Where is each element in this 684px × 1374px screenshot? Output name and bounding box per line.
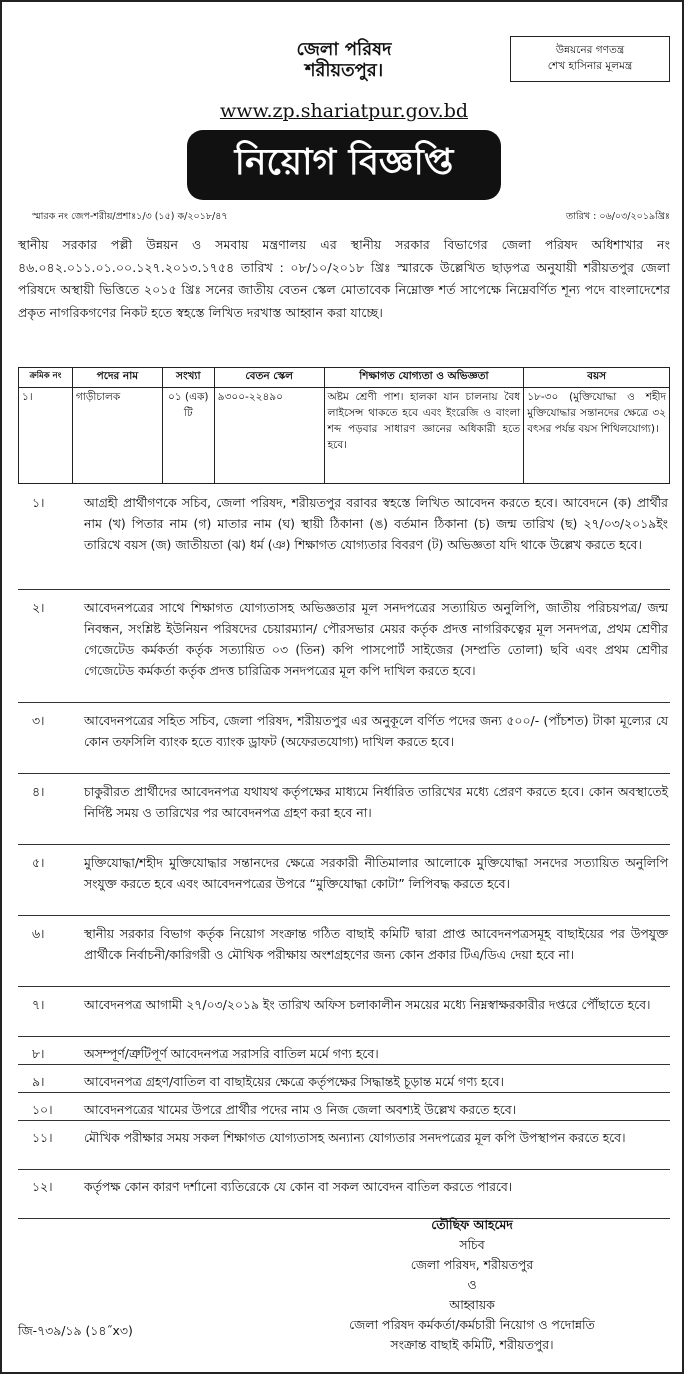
condition-text: আবেদনপত্রের খামের উপরে প্রার্থীর পদের নাম ও নিজ জেলা অবশ্যই উল্লেখ করতে হবে। <box>84 1102 517 1117</box>
table-header: পদের নাম <box>72 368 162 388</box>
condition-text: আবেদনপত্র আগামী ২৭/০৩/২০১৯ ইং তারিখ অফিস চলাকালীন সময়ের মধ্যে নিম্নস্বাক্ষরকারীর দপ্তরে পৌঁছাতে হবে। <box>84 997 651 1012</box>
header-office <box>202 40 486 81</box>
condition-text: আগ্রহী প্রার্থীগণকে সচিব, জেলা পরিষদ, শরীয়তপুর বরাবর স্বহস্তে লিখিত আবেদন করতে হবে। আবেদনে (ক) প্রার্থীর নাম (খ) পিতার নাম (গ) মাতার নাম (ঘ) স্থায়ী ঠিকানা (ঙ) বর্তমান ঠিকানা (চ) জন্ম তারিখ (ছ) ২৭/০৩/২০১৯ইং তারিখে বয়স (জ) জাতীয়তা (ঝ) ধর্ম (ঞ) শিক্ষাগত যোগ্যতার বিবরণ (ট) অভিজ্ঞতা যদি থাকে উল্লেখ করতে হবে। <box>84 495 668 552</box>
memo-number: স্মারক নং জেপ-শরীয়/প্রশাঃ১/৩ (১৫) ক/২০১৮/৪৭ <box>32 211 228 222</box>
memo-date: তারিখ : ০৬/০৩/২০১৯খ্রিঃ <box>566 211 670 222</box>
signatory-name: তৌছিফ আহমেদ <box>431 1217 513 1232</box>
table-header: সংখ্যা <box>162 368 214 388</box>
notice-title <box>187 130 501 200</box>
list-item <box>18 781 670 845</box>
condition-text: স্থানীয় সরকার বিভাগ কর্তৃক নিয়োগ সংক্রান্ত গঠিত বাছাই কমিটি দ্বারা প্রাপ্ত আবেদনপত্রসমূহ বাছাইয়ের পর উপযুক্ত প্রার্থীকে নির্বাচনী/কারিগরী ও মৌখিক পরীক্ষায় অংশগ্রহণের জন্য কোন প্রকার টিএ/ডিএ দেয়া হবে না। <box>84 926 668 962</box>
notice-title-text: নিয়োগ বিজ্ঞপ্তি <box>234 142 454 183</box>
list-item <box>18 1127 670 1170</box>
condition-number: ৭। <box>32 997 45 1012</box>
signature-block <box>282 1215 662 1355</box>
list-item <box>18 597 670 703</box>
condition-text: আবেদনপত্রের সাথে শিক্ষাগত যোগ্যতাসহ অভিজ্ঞতার মূল সনদপত্রের সত্যায়িত অনুলিপি, জাতীয় পরিচয়পত্র/ জন্ম নিবন্ধন, সংশ্লিষ্ট ইউনিয়ন পরিষদের চেয়ারম্যান/ পৌরসভার মেয়র কর্তৃক প্রদত্ত নাগরিকত্বের মূল সনদপত্র, প্রথম শ্রেণীর গেজেটেড কর্মকর্তা কর্তৃক সত্যায়িত ০৩ (তিন) কপি পাসপোর্ট সাইজের (সম্প্রতি তোলা) ছবি এবং প্রথম শ্রেণীর গেজেটেড কর্মকর্তা কর্তৃক প্রদত্ত চারিত্রিক সনদপত্রের মূল কপি দাখিল করতে হবে। <box>84 600 668 678</box>
condition-number: ১১। <box>32 1130 53 1145</box>
condition-number: ৫। <box>32 855 45 870</box>
condition-text: আবেদনপত্র গ্রহণ/বাতিল বা বাছাইয়ের ক্ষেত্রে কর্তৃপক্ষের সিদ্ধান্তই চূড়ান্ত মর্মে গণ্য হবে। <box>84 1074 504 1089</box>
row-scale: ৯৩০০-২২৪৯০ <box>214 388 324 484</box>
table-header: শিক্ষাগত যোগ্যতা ও অভিজ্ঞতা <box>324 368 524 388</box>
condition-text: অসম্পূর্ণ/ত্রুটিপূর্ণ আবেদনপত্র সরাসরি বাতিল মর্মে গণ্য হবে। <box>84 1046 379 1061</box>
table-header: বেতন স্কেল <box>214 368 324 388</box>
committee-line-1: জেলা পরিষদ কর্মকর্তা/কর্মচারী নিয়োগ ও পদোন্নতি <box>349 1317 595 1332</box>
signatory-and: ও <box>467 1277 477 1292</box>
reference-code: জি-৭৩৯/১৯ (১৪˝x৩) <box>18 1323 133 1338</box>
condition-number: ৪। <box>32 784 45 799</box>
condition-number: ১। <box>32 495 45 510</box>
condition-text: মুক্তিযোদ্ধা/শহীদ মুক্তিযোদ্ধার সন্তানদের ক্ষেত্রে সরকারী নীতিমালার আলোকে মুক্তিযোদ্ধা সনদের সত্যায়িত অনুলিপি সংযুক্ত করতে হবে এবং আবেদনপত্রের উপরে “মুক্তিযোদ্ধা কোটা” লিপিবদ্ধ করতে হবে। <box>84 855 668 891</box>
table-header-row <box>19 368 670 388</box>
condition-text: আবেদনপত্রের সহিত সচিব, জেলা পরিষদ, শরীয়তপুর এর অনুকূলে বর্ণিত পদের জন্য ৫০০/- (পাঁচশত) টাকা মূল্যের যে কোন তফসিলি ব্যাংক হতে ব্যাংক ড্রাফট (অফেরতযোগ্য) দাখিল করতে হবে। <box>84 713 668 749</box>
slogan-line-1: উন্নয়নের গণতন্ত্র <box>555 44 625 56</box>
signatory-office: জেলা পরিষদ, শরীয়তপুর <box>410 1257 534 1272</box>
list-item <box>18 923 670 987</box>
table-header: বয়স <box>524 368 670 388</box>
condition-number: ৬। <box>32 926 45 941</box>
table-row <box>19 388 670 484</box>
row-qualification: অষ্টম শ্রেণী পাশ। হালকা যান চালনায় বৈধ লাইসেন্স থাকতে হবে এবং ইংরেজি ও বাংলা শব্দ পড়বার সাধারণ জ্ঞানের অধিকারী হতে হবে। <box>324 388 524 484</box>
condition-text: চাকুরীরত প্রার্থীদের আবেদনপত্র যথাযথ কর্তৃপক্ষের মাধ্যমে নির্ধারিত তারিখের মধ্যে প্রেরণ করতে হবে। কোন অবস্থাতেই নির্দিষ্ট সময় ও তারিখের পর আবেদনপত্র গ্রহণ করা হবে না। <box>84 784 668 820</box>
intro-paragraph: স্থানীয় সরকার পল্লী উন্নয়ন ও সমবায় মন্ত্রণালয় এর স্থানীয় সরকার বিভাগের জেলা পরিষদ অধিশাখার নং ৪৬.০৪২.০১১.০১.০০.১২৭.২০১৩.১৭৫৪ তারিখ : ০৮/১০/২০১৮ খ্রিঃ স্মারকে উল্লেখিত ছাড়পত্র অনুযায়ী শরীয়তপুর জেলা পরিষদে অস্থায়ী ভিত্তিতে ২০১৫ খ্রিঃ সনের জাতীয় বেতন স্কেল মোতাবেক নিম্নোক্ত শর্ত সাপেক্ষে নিম্নেবর্ণিত শূন্য পদে বাংলাদেশের প্রকৃত নাগরিকগণের নিকট হতে স্বহস্তে লিখিত দরখাস্ত আহ্বান করা যাচ্ছে। <box>18 237 670 320</box>
committee-line-2: সংক্রান্ত বাছাই কমিটি, শরীয়তপুর। <box>390 1337 554 1352</box>
slogan-line-2: শেখ হাসিনার মূলমন্ত্র <box>547 60 633 73</box>
signatory-designation: সচিব <box>459 1237 485 1252</box>
list-item <box>18 1071 670 1093</box>
website-url: www.zp.shariatpur.gov.bd <box>219 100 469 122</box>
list-item <box>18 492 670 590</box>
condition-number: ৮। <box>32 1046 45 1061</box>
condition-number: ১০। <box>32 1102 53 1117</box>
office-name: জেলা পরিষদ <box>296 39 392 60</box>
signatory-role: আহ্বায়ক <box>449 1297 495 1312</box>
condition-number: ২। <box>32 600 45 615</box>
list-item <box>18 1099 670 1121</box>
condition-text: কর্তৃপক্ষ কোন কারণ দর্শানো ব্যতিরেকে যে কোন বা সকল আবেদন বাতিল করতে পারবে। <box>84 1179 513 1194</box>
list-item <box>18 994 670 1037</box>
list-item <box>18 852 670 916</box>
vacancy-table <box>18 367 670 484</box>
slogan-box <box>510 36 670 82</box>
memo-row <box>18 210 670 224</box>
row-serial: ১। <box>19 388 73 484</box>
list-item <box>18 1043 670 1065</box>
list-item <box>18 710 670 774</box>
condition-text: মৌখিক পরীক্ষার সময় সকল শিক্ষাগত যোগ্যতাসহ অন্যান্য যোগ্যতার সনদপত্রের মূল কপি উপস্থাপন করতে হবে। <box>84 1130 626 1145</box>
row-post: গাড়ীচালক <box>72 388 162 484</box>
condition-number: ১২। <box>32 1179 53 1194</box>
table-header: ক্রমিক নং <box>19 368 73 388</box>
condition-number: ৯। <box>32 1074 45 1089</box>
district-name: শরীয়তপুর। <box>304 59 384 81</box>
condition-number: ৩। <box>32 713 45 728</box>
list-item <box>18 1176 670 1219</box>
row-age: ১৮-৩০ (মুক্তিযোদ্ধা ও শহীদ মুক্তিযোদ্ধার সন্তানদের ক্ষেত্রে ৩২ বৎসর পর্যন্ত বয়স শিথিলযোগ্য)। <box>524 388 670 484</box>
row-count: ০১ (এক) টি <box>162 388 214 484</box>
